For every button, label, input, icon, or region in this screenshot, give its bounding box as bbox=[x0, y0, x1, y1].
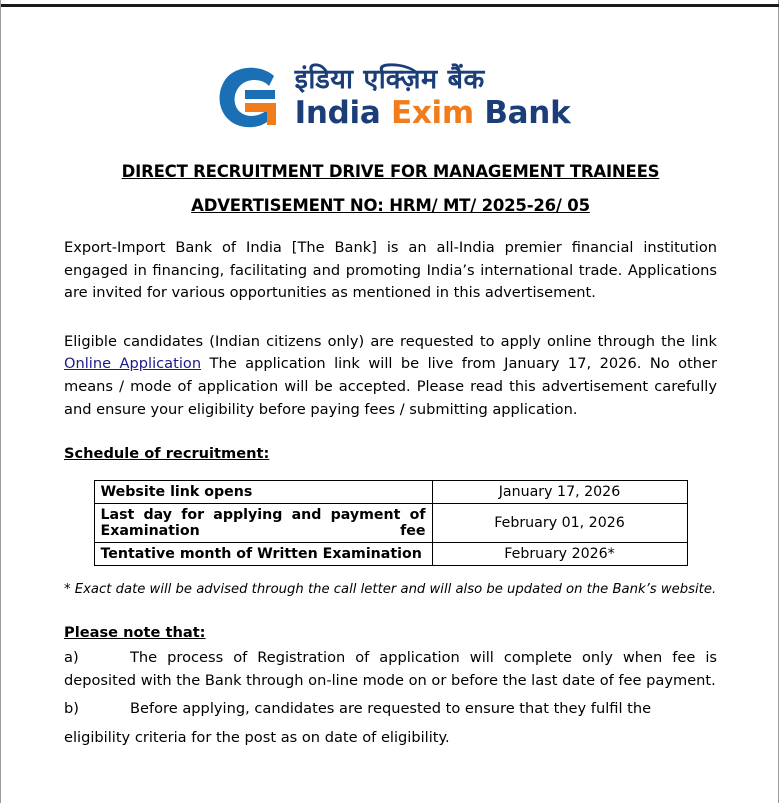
online-application-link[interactable]: Online Application bbox=[64, 355, 202, 373]
schedule-value-1: February 01, 2026 bbox=[432, 504, 687, 543]
advertisement-number: ADVERTISEMENT NO: HRM/ MT/ 2025-26/ 05 bbox=[191, 196, 590, 215]
logo-en-exim: Exim bbox=[390, 94, 474, 131]
logo-text bbox=[294, 63, 571, 131]
header-rule bbox=[1, 4, 779, 7]
document-content bbox=[1, 10, 779, 750]
schedule-label-2: Tentative month of Written Examination bbox=[94, 543, 432, 566]
apply-text-prefix: Eligible candidates (Indian citizens only) are requested to apply online through the link bbox=[64, 332, 717, 350]
note-text-a: The process of Registration of application will complete only when fee is deposited with the Bank through on-line mode on or before the last date of fee payment. bbox=[64, 649, 717, 689]
note-text-b: Before applying, candidates are requested to ensure that they fulfil the bbox=[130, 700, 652, 718]
logo-hindi-text: इंडिया एक्ज़िम बैंक bbox=[294, 63, 485, 95]
schedule-footnote: * Exact date will be advised through the call letter and will also be updated on the Bank’s website. bbox=[64, 582, 717, 598]
schedule-label-0: Website link opens bbox=[94, 481, 432, 504]
note-item-b-continued: eligibility criteria for the post as on date of eligibility. bbox=[64, 728, 450, 746]
logo-en-india: India bbox=[294, 94, 391, 131]
india-exim-bank-logo bbox=[211, 60, 571, 134]
note-item-b bbox=[64, 698, 717, 721]
schedule-label-1: Last day for applying and payment of Examination fee bbox=[94, 504, 432, 543]
table-row bbox=[94, 481, 687, 504]
table-row bbox=[94, 543, 687, 566]
page-title: DIRECT RECRUITMENT DRIVE FOR MANAGEMENT TRAINEES bbox=[121, 162, 660, 181]
application-paragraph bbox=[64, 331, 717, 421]
schedule-value-2: February 2026* bbox=[432, 543, 687, 566]
logo-container bbox=[64, 60, 717, 134]
schedule-value-0: January 17, 2026 bbox=[432, 481, 687, 504]
logo-en-bank: Bank bbox=[473, 94, 571, 131]
intro-paragraph: Export-Import Bank of India [The Bank] is an all-India premier financial institution engaged in financing, facilitating and promoting India’s international trade. Applications are invited for various opportunities as mentioned in this advertisement. bbox=[64, 239, 717, 302]
schedule-heading: Schedule of recruitment: bbox=[64, 445, 270, 463]
logo-english-text bbox=[294, 94, 571, 131]
note-marker-a: a) bbox=[64, 649, 79, 667]
schedule-table bbox=[94, 480, 688, 566]
exim-emblem-icon bbox=[211, 60, 285, 134]
apply-text-suffix: The application link will be live from January 17, 2026. No other means / mode of application will be accepted. Please read this advertisement carefully and ensure your eligibility before paying fees / submitting application. bbox=[64, 355, 717, 418]
table-row bbox=[94, 504, 687, 543]
note-item-a bbox=[64, 647, 717, 692]
note-marker-b: b) bbox=[64, 700, 79, 718]
please-note-heading: Please note that: bbox=[64, 624, 206, 642]
